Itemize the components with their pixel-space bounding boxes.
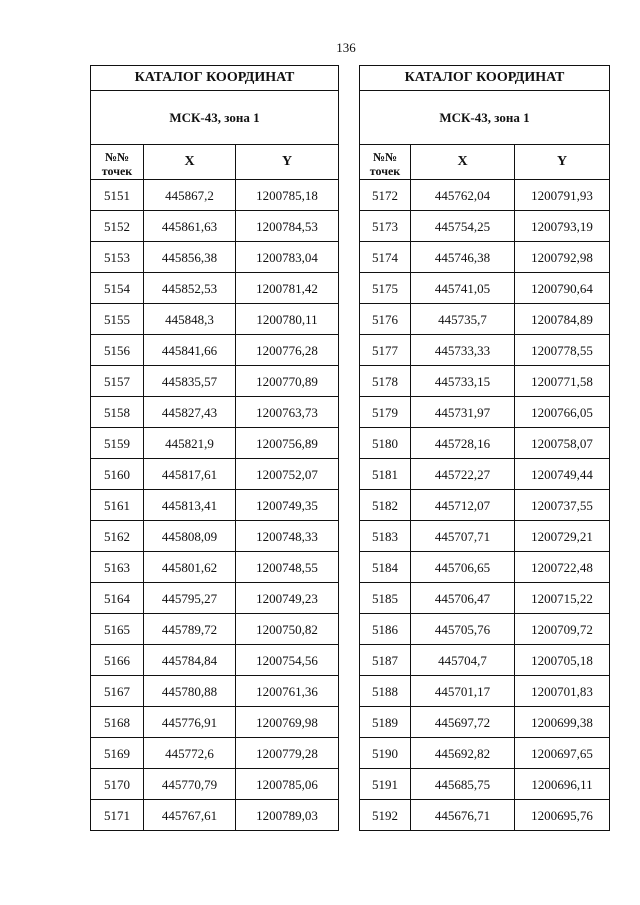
point-number-cell: 5159	[91, 428, 144, 459]
x-coordinate-cell: 445856,38	[144, 242, 236, 273]
point-number-cell: 5170	[91, 769, 144, 800]
point-number-cell: 5154	[91, 273, 144, 304]
y-coordinate-cell: 1200748,33	[236, 521, 339, 552]
y-coordinate-cell: 1200792,98	[515, 242, 610, 273]
x-coordinate-cell: 445841,66	[144, 335, 236, 366]
x-coordinate-cell: 445735,7	[411, 304, 515, 335]
table-row	[360, 738, 610, 769]
table-row	[360, 366, 610, 397]
header-num-line2: точек	[369, 164, 401, 179]
column-header-y: Y	[236, 145, 339, 180]
y-coordinate-cell: 1200749,44	[515, 459, 610, 490]
point-number-cell: 5158	[91, 397, 144, 428]
x-coordinate-cell: 445821,9	[144, 428, 236, 459]
table-row	[91, 800, 339, 831]
column-header-y: Y	[515, 145, 610, 180]
point-number-cell: 5175	[360, 273, 411, 304]
column-header-point-number	[91, 145, 144, 180]
y-coordinate-cell: 1200770,89	[236, 366, 339, 397]
table-row	[91, 645, 339, 676]
point-number-cell: 5174	[360, 242, 411, 273]
x-coordinate-cell: 445772,6	[144, 738, 236, 769]
point-number-cell: 5183	[360, 521, 411, 552]
point-number-cell: 5171	[91, 800, 144, 831]
point-number-cell: 5166	[91, 645, 144, 676]
y-coordinate-cell: 1200701,83	[515, 676, 610, 707]
point-number-cell: 5180	[360, 428, 411, 459]
x-coordinate-cell: 445801,62	[144, 552, 236, 583]
y-coordinate-cell: 1200695,76	[515, 800, 610, 831]
point-number-cell: 5172	[360, 180, 411, 211]
coordinate-system: МСК-43, зона 1	[360, 91, 610, 145]
point-number-cell: 5177	[360, 335, 411, 366]
x-coordinate-cell: 445712,07	[411, 490, 515, 521]
y-coordinate-cell: 1200771,58	[515, 366, 610, 397]
x-coordinate-cell: 445827,43	[144, 397, 236, 428]
x-coordinate-cell: 445867,2	[144, 180, 236, 211]
table-row	[360, 583, 610, 614]
table-row	[91, 459, 339, 490]
point-number-cell: 5164	[91, 583, 144, 614]
x-coordinate-cell: 445731,97	[411, 397, 515, 428]
table-row	[360, 521, 610, 552]
point-number-cell: 5163	[91, 552, 144, 583]
y-coordinate-cell: 1200763,73	[236, 397, 339, 428]
table-row	[91, 769, 339, 800]
y-coordinate-cell: 1200784,89	[515, 304, 610, 335]
x-coordinate-cell: 445848,3	[144, 304, 236, 335]
table-row	[360, 273, 610, 304]
point-number-cell: 5188	[360, 676, 411, 707]
x-coordinate-cell: 445705,76	[411, 614, 515, 645]
x-coordinate-cell: 445835,57	[144, 366, 236, 397]
y-coordinate-cell: 1200776,28	[236, 335, 339, 366]
table-row	[91, 397, 339, 428]
x-coordinate-cell: 445685,75	[411, 769, 515, 800]
point-number-cell: 5161	[91, 490, 144, 521]
x-coordinate-cell: 445706,47	[411, 583, 515, 614]
coordinate-catalog-right	[359, 65, 610, 831]
table-row	[360, 304, 610, 335]
x-coordinate-cell: 445776,91	[144, 707, 236, 738]
table-row	[91, 428, 339, 459]
x-coordinate-cell: 445795,27	[144, 583, 236, 614]
y-coordinate-cell: 1200729,21	[515, 521, 610, 552]
x-coordinate-cell: 445746,38	[411, 242, 515, 273]
x-coordinate-cell: 445789,72	[144, 614, 236, 645]
point-number-cell: 5181	[360, 459, 411, 490]
y-coordinate-cell: 1200709,72	[515, 614, 610, 645]
table-row	[91, 614, 339, 645]
table-row	[91, 490, 339, 521]
table-row	[91, 366, 339, 397]
table-row	[91, 521, 339, 552]
table-row	[360, 397, 610, 428]
catalog-title: КАТАЛОГ КООРДИНАТ	[91, 66, 339, 91]
y-coordinate-cell: 1200749,35	[236, 490, 339, 521]
x-coordinate-cell: 445733,33	[411, 335, 515, 366]
x-coordinate-cell: 445852,53	[144, 273, 236, 304]
table-row	[91, 676, 339, 707]
y-coordinate-cell: 1200758,07	[515, 428, 610, 459]
page-number: 136	[336, 40, 356, 55]
x-coordinate-cell: 445722,27	[411, 459, 515, 490]
x-coordinate-cell: 445780,88	[144, 676, 236, 707]
catalog-body-right	[360, 180, 610, 831]
header-num-line1: №№	[372, 150, 398, 165]
point-number-cell: 5185	[360, 583, 411, 614]
x-coordinate-cell: 445728,16	[411, 428, 515, 459]
header-num-line1: №№	[104, 150, 130, 165]
point-number-cell: 5165	[91, 614, 144, 645]
point-number-cell: 5151	[91, 180, 144, 211]
y-coordinate-cell: 1200790,64	[515, 273, 610, 304]
y-coordinate-cell: 1200780,11	[236, 304, 339, 335]
x-coordinate-cell: 445741,05	[411, 273, 515, 304]
coordinate-catalog-left	[90, 65, 339, 831]
table-row	[360, 769, 610, 800]
table-row	[91, 304, 339, 335]
column-header-point-number	[360, 145, 411, 180]
table-row	[91, 211, 339, 242]
y-coordinate-cell: 1200737,55	[515, 490, 610, 521]
point-number-cell: 5192	[360, 800, 411, 831]
y-coordinate-cell: 1200752,07	[236, 459, 339, 490]
table-row	[360, 552, 610, 583]
y-coordinate-cell: 1200783,04	[236, 242, 339, 273]
point-number-cell: 5187	[360, 645, 411, 676]
catalog-body-left	[91, 180, 339, 831]
y-coordinate-cell: 1200784,53	[236, 211, 339, 242]
y-coordinate-cell: 1200699,38	[515, 707, 610, 738]
table-row	[91, 707, 339, 738]
x-coordinate-cell: 445704,7	[411, 645, 515, 676]
y-coordinate-cell: 1200722,48	[515, 552, 610, 583]
coordinate-system: МСК-43, зона 1	[91, 91, 339, 145]
x-coordinate-cell: 445808,09	[144, 521, 236, 552]
x-coordinate-cell: 445697,72	[411, 707, 515, 738]
point-number-cell: 5156	[91, 335, 144, 366]
table-row	[91, 180, 339, 211]
y-coordinate-cell: 1200778,55	[515, 335, 610, 366]
y-coordinate-cell: 1200789,03	[236, 800, 339, 831]
y-coordinate-cell: 1200749,23	[236, 583, 339, 614]
table-row	[360, 645, 610, 676]
x-coordinate-cell: 445676,71	[411, 800, 515, 831]
column-header-x: X	[411, 145, 515, 180]
table-row	[360, 707, 610, 738]
point-number-cell: 5152	[91, 211, 144, 242]
point-number-cell: 5168	[91, 707, 144, 738]
point-number-cell: 5173	[360, 211, 411, 242]
y-coordinate-cell: 1200793,19	[515, 211, 610, 242]
catalog-title: КАТАЛОГ КООРДИНАТ	[360, 66, 610, 91]
point-number-cell: 5190	[360, 738, 411, 769]
x-coordinate-cell: 445707,71	[411, 521, 515, 552]
y-coordinate-cell: 1200756,89	[236, 428, 339, 459]
x-coordinate-cell: 445817,61	[144, 459, 236, 490]
table-row	[91, 273, 339, 304]
y-coordinate-cell: 1200754,56	[236, 645, 339, 676]
y-coordinate-cell: 1200761,36	[236, 676, 339, 707]
point-number-cell: 5178	[360, 366, 411, 397]
x-coordinate-cell: 445762,04	[411, 180, 515, 211]
point-number-cell: 5153	[91, 242, 144, 273]
x-coordinate-cell: 445754,25	[411, 211, 515, 242]
y-coordinate-cell: 1200785,06	[236, 769, 339, 800]
y-coordinate-cell: 1200779,28	[236, 738, 339, 769]
point-number-cell: 5162	[91, 521, 144, 552]
table-row	[360, 242, 610, 273]
x-coordinate-cell: 445770,79	[144, 769, 236, 800]
point-number-cell: 5169	[91, 738, 144, 769]
point-number-cell: 5160	[91, 459, 144, 490]
y-coordinate-cell: 1200781,42	[236, 273, 339, 304]
y-coordinate-cell: 1200748,55	[236, 552, 339, 583]
table-row	[91, 242, 339, 273]
y-coordinate-cell: 1200750,82	[236, 614, 339, 645]
table-row	[91, 552, 339, 583]
point-number-cell: 5184	[360, 552, 411, 583]
y-coordinate-cell: 1200769,98	[236, 707, 339, 738]
table-row	[360, 459, 610, 490]
x-coordinate-cell: 445767,61	[144, 800, 236, 831]
table-row	[91, 583, 339, 614]
x-coordinate-cell: 445701,17	[411, 676, 515, 707]
point-number-cell: 5189	[360, 707, 411, 738]
point-number-cell: 5191	[360, 769, 411, 800]
y-coordinate-cell: 1200791,93	[515, 180, 610, 211]
point-number-cell: 5179	[360, 397, 411, 428]
table-row	[360, 211, 610, 242]
table-row	[91, 335, 339, 366]
point-number-cell: 5186	[360, 614, 411, 645]
table-row	[91, 738, 339, 769]
table-row	[360, 180, 610, 211]
column-header-x: X	[144, 145, 236, 180]
y-coordinate-cell: 1200766,05	[515, 397, 610, 428]
x-coordinate-cell: 445784,84	[144, 645, 236, 676]
table-row	[360, 614, 610, 645]
y-coordinate-cell: 1200785,18	[236, 180, 339, 211]
y-coordinate-cell: 1200696,11	[515, 769, 610, 800]
table-row	[360, 800, 610, 831]
x-coordinate-cell: 445861,63	[144, 211, 236, 242]
x-coordinate-cell: 445733,15	[411, 366, 515, 397]
table-row	[360, 676, 610, 707]
x-coordinate-cell: 445692,82	[411, 738, 515, 769]
x-coordinate-cell: 445706,65	[411, 552, 515, 583]
table-row	[360, 335, 610, 366]
y-coordinate-cell: 1200705,18	[515, 645, 610, 676]
point-number-cell: 5157	[91, 366, 144, 397]
table-row	[360, 428, 610, 459]
header-num-line2: точек	[101, 164, 133, 179]
point-number-cell: 5155	[91, 304, 144, 335]
table-row	[360, 490, 610, 521]
point-number-cell: 5182	[360, 490, 411, 521]
y-coordinate-cell: 1200697,65	[515, 738, 610, 769]
point-number-cell: 5167	[91, 676, 144, 707]
y-coordinate-cell: 1200715,22	[515, 583, 610, 614]
x-coordinate-cell: 445813,41	[144, 490, 236, 521]
point-number-cell: 5176	[360, 304, 411, 335]
